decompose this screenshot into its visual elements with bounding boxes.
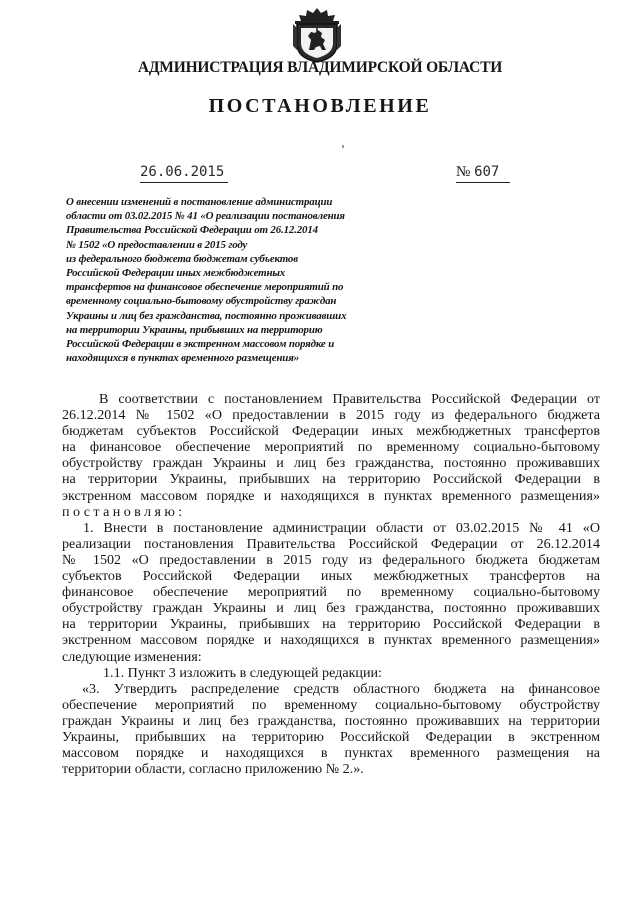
subject-line: О внесении изменений в постановление администрации: [66, 196, 333, 208]
body-line: следующие изменения:: [62, 648, 202, 665]
body-line: массовом порядке и находящихся в пунктах временного размещения на: [62, 745, 600, 762]
subject-line: Украины и лиц без гражданства, постоянно проживавших: [66, 309, 347, 322]
subject-line: на территории Украины, прибывших на территорию: [66, 323, 323, 336]
subject-line: области от 03.02.2015 № 41 «О реализации постановления: [66, 210, 345, 223]
body-line: на территории Украины, прибывших на территорию Российской Федерации в: [62, 616, 600, 633]
document-body: [62, 391, 600, 777]
body-line: 1.1. Пункт 3 изложить в следующей редакции:: [103, 664, 382, 681]
body-line: «3. Утвердить распределение средств областного бюджета на финансовое: [82, 680, 600, 697]
body-line: финансовое обеспечение мероприятий по временному социально-бытовому: [62, 584, 600, 601]
body-line: территории области, согласно приложению № 2.».: [62, 761, 364, 778]
coat-of-arms-icon: [291, 6, 343, 64]
body-line: на финансовое обеспечение мероприятий по временному социально-бытовому: [62, 439, 600, 456]
body-line: экстренном массовом порядке и находящихся в пунктах временного размещения»: [62, 487, 600, 504]
subject-line: находящихся в пунктах временного размещения»: [66, 352, 299, 365]
body-line: обустройству граждан Украины и лиц без гражданства, постоянно проживавших: [62, 600, 600, 617]
subject-line: Российской Федерации в экстренном массовом порядке и: [66, 338, 335, 351]
body-line: на территории Украины, прибывших на территорию Российской Федерации в: [62, 471, 600, 488]
number-prefix: №: [456, 164, 471, 180]
body-line: граждан Украины и лиц без гражданства, постоянно проживавших на территории: [62, 712, 600, 729]
body-line: Украины, прибывших на территорию Российской Федерации в экстренном: [62, 728, 600, 745]
decree-word: постановляю:: [62, 503, 186, 520]
document-number: [456, 164, 510, 183]
subject-line: временному социально-бытовому обустройству граждан: [66, 295, 337, 308]
body-line: № 1502 «О предоставлении в 2015 году из федерального бюджета бюджетам: [62, 551, 600, 568]
subject-line: № 1502 «О предоставлении в 2015 году: [66, 238, 248, 251]
body-line: экстренном массовом порядке и находящихся в пунктах временного размещения»: [62, 632, 600, 649]
document-subject: [66, 195, 406, 365]
number-value: 607: [474, 164, 500, 180]
body-line: 26.12.2014 № 1502 «О предоставлении в 2015 году из федерального бюджета: [62, 407, 600, 424]
body-line: субъектов Российской Федерации иных межбюджетных трансфертов на: [62, 568, 600, 585]
body-line: 1. Внести в постановление администрации области от 03.02.2015 № 41 «О: [83, 519, 600, 536]
subject-line: трансфертов на финансовое обеспечение мероприятий по: [66, 281, 344, 294]
subject-line: из федерального бюджета бюджетам субъектов: [66, 252, 298, 265]
scan-mark: [342, 145, 344, 148]
body-line: реализации постановления Правительства Российской Федерации от 26.12.2014: [62, 535, 600, 552]
body-line: обустройству граждан Украины и лиц без гражданства, постоянно проживавших: [62, 455, 600, 472]
subject-line: Российской Федерации иных межбюджетных: [66, 267, 286, 280]
document-date: 26.06.2015: [140, 164, 228, 183]
body-line: В соответствии с постановлением Правительства Российской Федерации от: [99, 391, 600, 407]
body-line: бюджетам субъектов Российской Федерации иных межбюджетных трансфертов: [62, 423, 600, 440]
organization-title: АДМИНИСТРАЦИЯ ВЛАДИМИРСКОЙ ОБЛАСТИ: [137, 59, 503, 76]
body-line: обеспечение мероприятий по временному социально-бытовому обустройству: [62, 696, 600, 713]
subject-line: Правительства Российской Федерации от 26.12.2014: [66, 224, 318, 237]
document-type-title: ПОСТАНОВЛЕНИЕ: [208, 95, 432, 117]
